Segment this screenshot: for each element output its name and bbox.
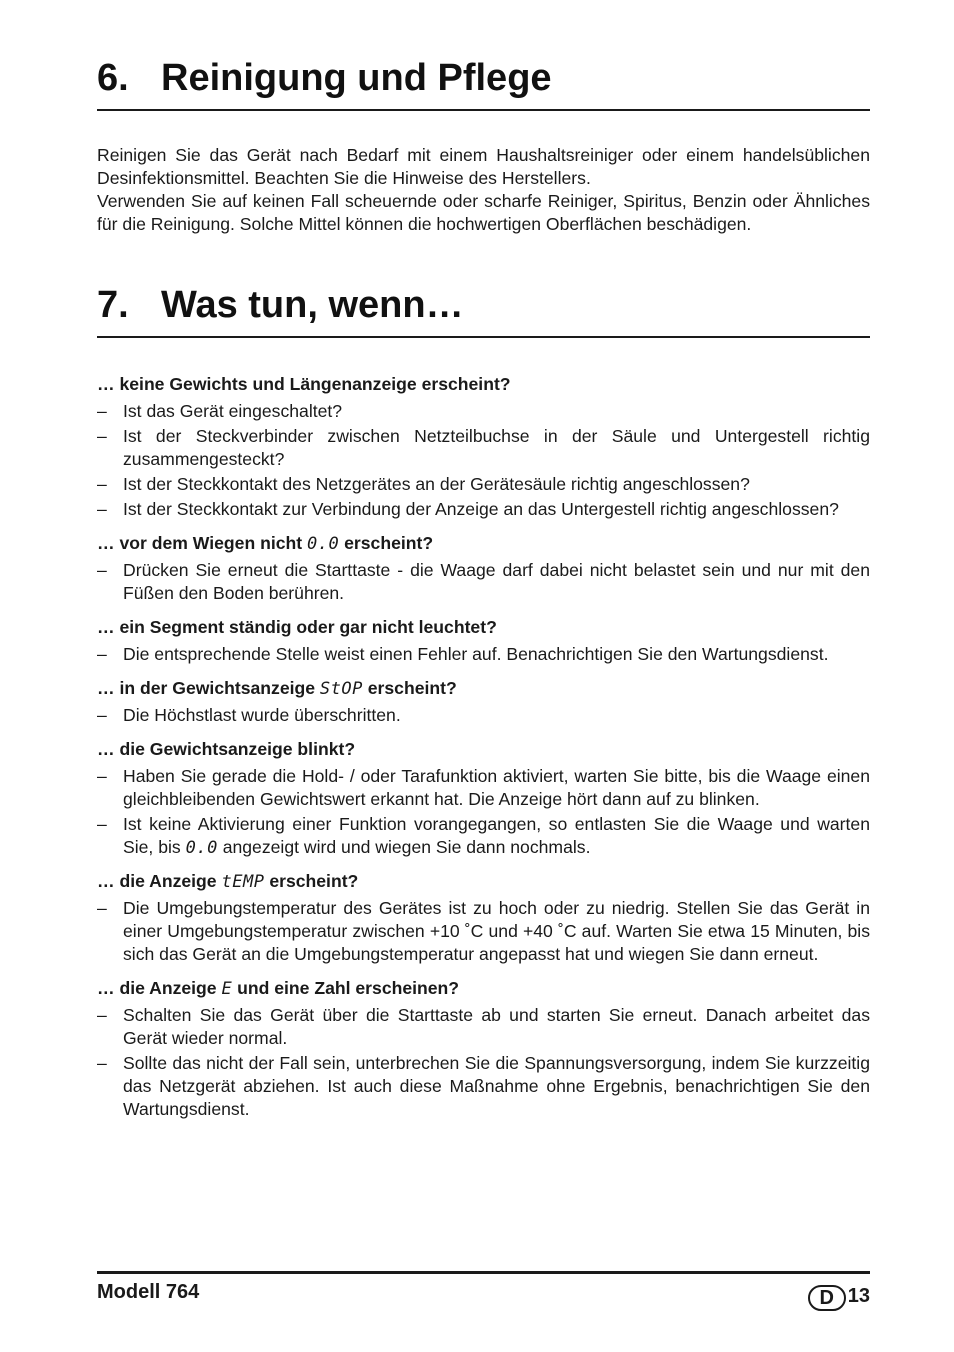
answer-list [97, 704, 870, 728]
display-code: E [221, 979, 233, 999]
question-heading [97, 870, 870, 894]
answer-list [97, 765, 870, 860]
question-text: erscheint? [339, 533, 434, 553]
answer-list [97, 643, 870, 667]
display-code: StOP [319, 679, 363, 699]
troubleshooting-item [97, 616, 870, 667]
question-text: … vor dem Wiegen nicht [97, 533, 308, 553]
troubleshooting-list [97, 373, 870, 1132]
answer-text: Drücken Sie erneut die Starttaste - die Waage darf dabei nicht belastet sein und nur mit den Füßen den Boden berühren. [123, 560, 870, 603]
troubleshooting-item [97, 532, 870, 606]
section-7-number: 7. [97, 284, 129, 326]
question-heading [97, 373, 870, 397]
answer-item [97, 897, 870, 967]
dash-bullet: – [97, 814, 107, 834]
answer-text: Die entsprechende Stelle weist einen Fehler auf. Benachrichtigen Sie den Wartungsdienst. [123, 644, 829, 664]
troubleshooting-item [97, 870, 870, 967]
answer-text: Sollte das nicht der Fall sein, unterbrechen Sie die Spannungsversorgung, indem Sie kurzzeitig das Netzgerät abziehen. Ist auch diese Maßnahme ohne Ergebnis, benachrichtigen Sie den Wartungsdienst. [123, 1053, 870, 1119]
answer-text: Haben Sie gerade die Hold- / oder Tarafunktion aktiviert, warten Sie bitte, bis die Waage einen gleichbleibenden Gewichtswert erkannt hat. Die Anzeige hört dann auf zu blinken. [123, 766, 870, 809]
question-heading [97, 677, 870, 701]
troubleshooting-item [97, 738, 870, 860]
question-text: … ein Segment ständig oder gar nicht leuchtet? [97, 617, 497, 637]
answer-list [97, 897, 870, 967]
display-code: tEMP [221, 872, 265, 892]
answer-item [97, 400, 870, 424]
answer-item [97, 765, 870, 812]
dash-bullet: – [97, 499, 107, 519]
question-text: erscheint? [264, 871, 359, 891]
answer-text: Ist der Steckkontakt zur Verbindung der Anzeige an das Untergestell richtig angeschlossen? [123, 499, 839, 519]
question-heading [97, 616, 870, 640]
question-text: … keine Gewichts und Längenanzeige erscheint? [97, 374, 511, 394]
answer-list [97, 400, 870, 522]
question-text: … die Anzeige [97, 871, 222, 891]
dash-bullet: – [97, 1005, 107, 1025]
dash-bullet: – [97, 401, 107, 421]
answer-item [97, 1004, 870, 1051]
section-6-body [97, 144, 870, 236]
dash-bullet: – [97, 426, 107, 446]
answer-text: Ist der Steckkontakt des Netzgerätes an der Gerätesäule richtig angeschlossen? [123, 474, 750, 494]
dash-bullet: – [97, 644, 107, 664]
answer-list [97, 559, 870, 606]
answer-item [97, 704, 870, 728]
troubleshooting-item [97, 977, 870, 1122]
answer-text: Ist der Steckverbinder zwischen Netzteilbuchse in der Säule und Untergestell richtig zusammengesteckt? [123, 426, 870, 469]
question-heading [97, 977, 870, 1001]
answer-item [97, 498, 870, 522]
page-footer-right [808, 1281, 870, 1311]
section-6-paragraph: Reinigen Sie das Gerät nach Bedarf mit einem Haushaltsreiniger oder einem handelsüblichen Desinfektionsmittel. Beachten Sie die Hinweise des Herstellers. [97, 145, 870, 188]
section-7-title: Was tun, wenn… [161, 284, 464, 326]
section-6-number: 6. [97, 57, 129, 99]
section-7-heading [97, 283, 870, 338]
section-6-title: Reinigung und Pflege [161, 57, 552, 99]
troubleshooting-item [97, 677, 870, 728]
dash-bullet: – [97, 474, 107, 494]
answer-list [97, 1004, 870, 1122]
answer-item [97, 1052, 870, 1122]
page-number: 13 [847, 1284, 870, 1307]
question-heading [97, 738, 870, 762]
dash-bullet: – [97, 766, 107, 786]
section-6-heading [97, 56, 870, 111]
display-code: 0.0 [185, 838, 218, 858]
answer-item [97, 425, 870, 472]
answer-text: Ist keine Aktivierung einer Funktion vorangegangen, so entlasten Sie die Waage und warten Sie, bis [123, 814, 870, 857]
display-code: 0.0 [307, 534, 340, 554]
answer-item [97, 813, 870, 860]
model-name: Modell 764 [97, 1281, 200, 1303]
answer-item [97, 643, 870, 667]
answer-text: angezeigt wird und wiegen Sie dann nochmals. [217, 837, 591, 857]
question-text: … in der Gewichtsanzeige [97, 678, 320, 698]
section-6-paragraph: Verwenden Sie auf keinen Fall scheuernde oder scharfe Reiniger, Spiritus, Benzin oder Ähnliches für die Reinigung. Solche Mittel können die hochwertigen Oberflächen beschädigen. [97, 191, 870, 234]
answer-text: Schalten Sie das Gerät über die Starttaste ab und starten Sie erneut. Danach arbeitet das Gerät wieder normal. [123, 1005, 870, 1048]
question-text: erscheint? [362, 678, 457, 698]
question-text: und eine Zahl erscheinen? [232, 978, 460, 998]
answer-text: Die Höchstlast wurde überschritten. [123, 705, 401, 725]
dash-bullet: – [97, 1053, 107, 1073]
footer-divider [97, 1271, 870, 1274]
question-heading [97, 532, 870, 556]
answer-text: Ist das Gerät eingeschaltet? [123, 401, 343, 421]
troubleshooting-item [97, 373, 870, 522]
question-text: … die Gewichtsanzeige blinkt? [97, 739, 356, 759]
answer-item [97, 559, 870, 606]
answer-item [97, 473, 870, 497]
dash-bullet: – [97, 705, 107, 725]
dash-bullet: – [97, 560, 107, 580]
dash-bullet: – [97, 898, 107, 918]
question-text: … die Anzeige [97, 978, 222, 998]
answer-text: Die Umgebungstemperatur des Gerätes ist zu hoch oder zu niedrig. Stellen Sie das Gerät in einer Umgebungstemperatur zwischen +10 ˚C und +40 ˚C auf. Warten Sie etwa 15 Minuten, bis sich das Gerät an die Umgebungstemperatur angepasst hat und wiegen Sie dann erneut. [123, 898, 870, 964]
language-badge: D [808, 1285, 846, 1311]
